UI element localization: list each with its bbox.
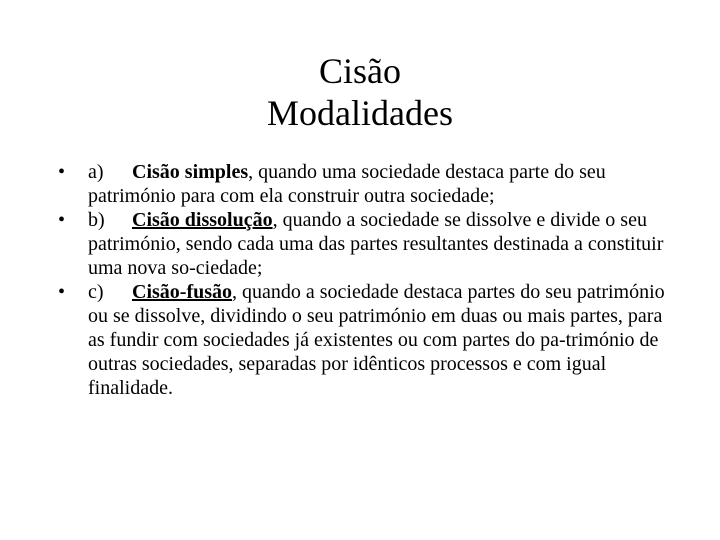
bullet-item-a bbox=[58, 160, 678, 208]
item-text: , quando a sociedade destaca partes do seu património ou se dissolve, dividindo o seu património em duas ou mais partes, para as fundir com sociedades já existentes ou com partes do pa-trimónio de outras sociedades, separadas por idênticos processos e com igual finalidade. bbox=[88, 281, 665, 399]
item-term: Cisão-fusão bbox=[132, 281, 233, 303]
item-text: , quando uma sociedade destaca parte do seu património para com ela construir outra sociedade; bbox=[88, 161, 606, 207]
item-text: , quando a sociedade se dissolve e divide o seu património, sendo cada uma das partes resultantes destinada a constituir uma nova so-ciedade; bbox=[88, 209, 664, 279]
bullet-marker: • bbox=[58, 281, 66, 303]
item-term: Cisão simples bbox=[132, 161, 249, 183]
item-letter: b) bbox=[88, 209, 105, 231]
item-letter: c) bbox=[88, 281, 104, 303]
title-line-1: Cisão bbox=[318, 51, 401, 91]
title-line-2: Modalidades bbox=[267, 93, 453, 133]
bullet-marker: • bbox=[58, 161, 66, 183]
bullet-marker: • bbox=[58, 209, 66, 231]
bullet-item-b bbox=[58, 208, 678, 280]
bullet-list bbox=[58, 160, 678, 400]
bullet-item-c bbox=[58, 280, 678, 400]
slide-title bbox=[0, 50, 720, 134]
item-letter: a) bbox=[88, 161, 104, 183]
item-term: Cisão dissolução bbox=[132, 209, 273, 231]
